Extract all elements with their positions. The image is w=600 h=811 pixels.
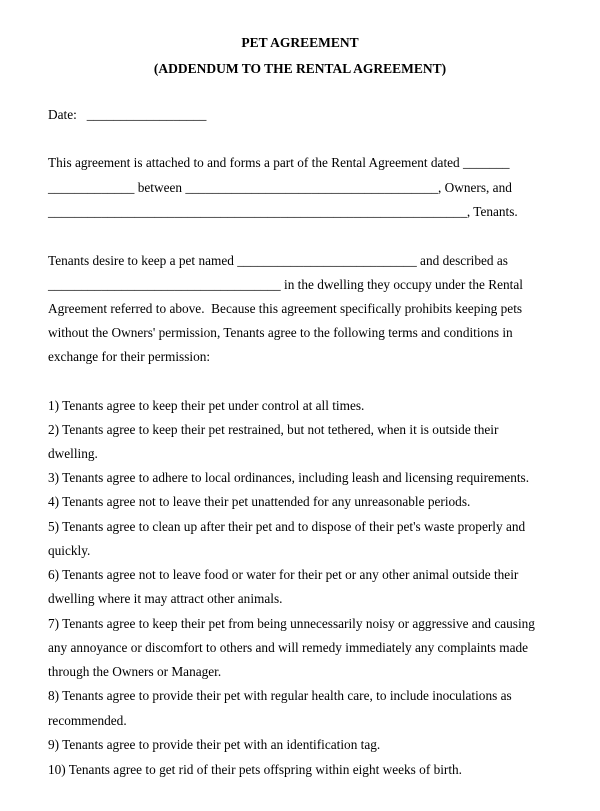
term-line: 4) Tenants agree not to leave their pet unattended for any unreasonable periods. [48, 494, 471, 509]
term-line: through the Owners or Manager. [48, 664, 222, 679]
term-line: 9) Tenants agree to provide their pet with an identification tag. [48, 737, 381, 752]
term-line: 2) Tenants agree to keep their pet restrained, but not tethered, when it is outside their [48, 422, 499, 437]
pet-paragraph-line: Agreement referred to above. Because this agreement specifically prohibits keeping pets [48, 301, 523, 316]
intro-line: _____________ between ______________________________________, Owners, and [48, 180, 512, 195]
term-line: 8) Tenants agree to provide their pet with regular health care, to include inoculations as [48, 688, 512, 703]
intro-line: This agreement is attached to and forms a part of the Rental Agreement dated _______ [48, 155, 510, 170]
pet-paragraph-line: exchange for their permission: [48, 349, 211, 364]
term-line: 10) Tenants agree to get rid of their pets offspring within eight weeks of birth. [48, 762, 463, 777]
pet-paragraph-line: Tenants desire to keep a pet named ___________________________ and described as [48, 253, 508, 268]
term-line: recommended. [48, 713, 127, 728]
term-line: any annoyance or discomfort to others and will remedy immediately any complaints made [48, 640, 529, 655]
date-line: Date: __________________ [48, 107, 207, 122]
term-line: 6) Tenants agree not to leave food or water for their pet or any other animal outside their [48, 567, 519, 582]
document-title: PET AGREEMENT [241, 35, 359, 50]
term-line: 1) Tenants agree to keep their pet under control at all times. [48, 398, 365, 413]
term-line: quickly. [48, 543, 91, 558]
term-line: 7) Tenants agree to keep their pet from being unnecessarily noisy or aggressive and causing [48, 616, 535, 631]
document-subtitle: (ADDENDUM TO THE RENTAL AGREEMENT) [153, 61, 447, 76]
intro-line: _______________________________________________________________, Tenants. [48, 204, 518, 219]
term-line: dwelling where it may attract other animals. [48, 591, 283, 606]
pet-paragraph-line: without the Owners' permission, Tenants agree to the following terms and conditions in [48, 325, 513, 340]
term-line: dwelling. [48, 446, 98, 461]
pet-paragraph-line: ___________________________________ in the dwelling they occupy under the Rental [48, 277, 523, 292]
term-line: 3) Tenants agree to adhere to local ordinances, including leash and licensing requirements. [48, 470, 530, 485]
term-line: 5) Tenants agree to clean up after their pet and to dispose of their pet's waste properly and [48, 519, 526, 534]
